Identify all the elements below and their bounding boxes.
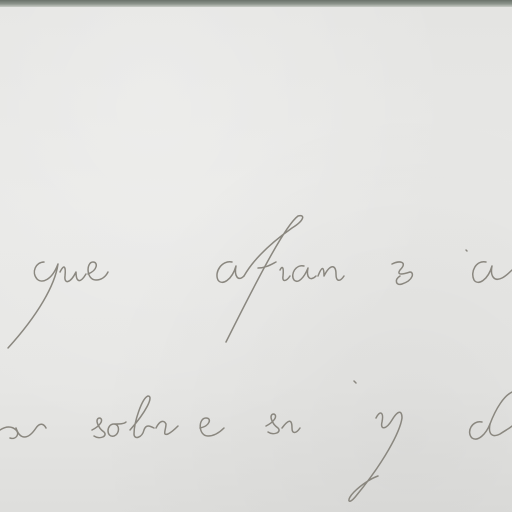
handwriting-line-2	[0, 381, 512, 501]
handwriting-line-1	[8, 216, 512, 348]
